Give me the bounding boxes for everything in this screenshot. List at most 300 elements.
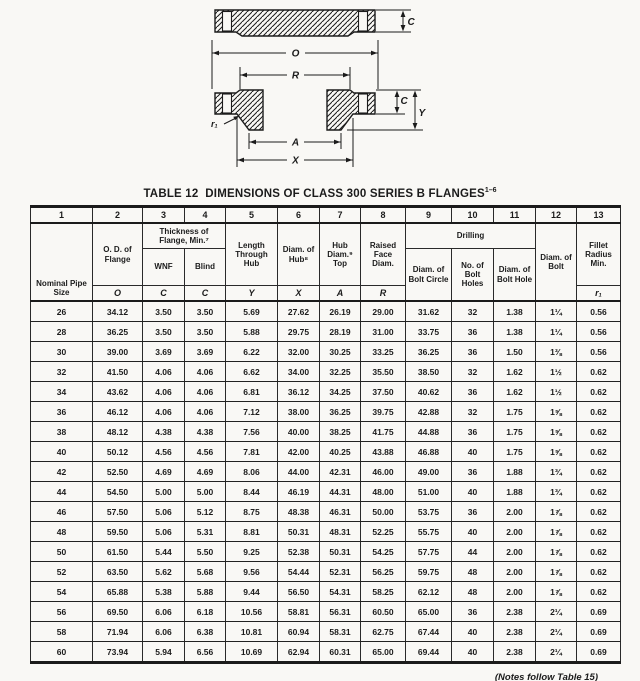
- col-number: 7: [320, 207, 361, 224]
- value-cell: 31.00: [361, 322, 406, 342]
- col-number: 5: [226, 207, 278, 224]
- dim-label-x: X: [292, 155, 299, 167]
- value-cell: 60.50: [361, 602, 406, 622]
- value-cell: 36: [452, 322, 494, 342]
- symbol-c-blind: C: [185, 286, 226, 302]
- value-cell: 1⅝: [536, 422, 577, 442]
- col-header-blind: Blind: [185, 249, 226, 286]
- value-cell: 55.75: [406, 522, 452, 542]
- value-cell: 53.75: [406, 502, 452, 522]
- col-header-wnf: WNF: [143, 249, 185, 286]
- pipe-size-cell: 34: [31, 382, 93, 402]
- column-number-row: [31, 207, 621, 224]
- value-cell: 33.75: [406, 322, 452, 342]
- dim-label-a: A: [291, 137, 300, 149]
- value-cell: 40.00: [278, 422, 320, 442]
- value-cell: 6.38: [185, 622, 226, 642]
- value-cell: 5.31: [185, 522, 226, 542]
- value-cell: 40: [452, 482, 494, 502]
- value-cell: 6.56: [185, 642, 226, 663]
- value-cell: 50.31: [320, 542, 361, 562]
- value-cell: 5.68: [185, 562, 226, 582]
- value-cell: 38.25: [320, 422, 361, 442]
- value-cell: 42.88: [406, 402, 452, 422]
- value-cell: 1.75: [494, 442, 536, 462]
- pipe-size-cell: 58: [31, 622, 93, 642]
- value-cell: 60.94: [278, 622, 320, 642]
- value-cell: 49.00: [406, 462, 452, 482]
- value-cell: 9.25: [226, 542, 278, 562]
- value-cell: 9.44: [226, 582, 278, 602]
- value-cell: 5.88: [185, 582, 226, 602]
- table-row: [31, 622, 621, 642]
- table-row: [31, 322, 621, 342]
- value-cell: 7.12: [226, 402, 278, 422]
- table-body: [31, 301, 621, 663]
- value-cell: 0.62: [577, 442, 621, 462]
- value-cell: 2.38: [494, 642, 536, 663]
- value-cell: 30.25: [320, 342, 361, 362]
- table-row: [31, 422, 621, 442]
- value-cell: 5.94: [143, 642, 185, 663]
- value-cell: 2.00: [494, 562, 536, 582]
- pipe-size-cell: 48: [31, 522, 93, 542]
- dim-label-c-top: C: [407, 17, 415, 28]
- bolt-hole-right: [359, 94, 368, 113]
- value-cell: 1.88: [494, 482, 536, 502]
- value-cell: 0.69: [577, 602, 621, 622]
- value-cell: 65.00: [406, 602, 452, 622]
- dim-c-top: [376, 10, 411, 32]
- value-cell: 38.50: [406, 362, 452, 382]
- value-cell: 1.75: [494, 402, 536, 422]
- value-cell: 54.44: [278, 562, 320, 582]
- value-cell: 6.62: [226, 362, 278, 382]
- value-cell: 36: [452, 382, 494, 402]
- col-header-nominal-pipe-size: Nominal Pipe Size: [31, 223, 93, 301]
- value-cell: 35.50: [361, 362, 406, 382]
- table-title-text: TABLE 12 DIMENSIONS OF CLASS 300 SERIES B FLANGES: [143, 187, 485, 200]
- value-cell: 43.62: [93, 382, 143, 402]
- value-cell: 34.12: [93, 301, 143, 322]
- table-row: [31, 382, 621, 402]
- value-cell: 5.00: [185, 482, 226, 502]
- value-cell: 61.50: [93, 542, 143, 562]
- value-cell: 3.50: [185, 301, 226, 322]
- value-cell: 44.00: [278, 462, 320, 482]
- value-cell: 7.81: [226, 442, 278, 462]
- value-cell: 1⅞: [536, 542, 577, 562]
- value-cell: 0.62: [577, 422, 621, 442]
- value-cell: 60.31: [320, 642, 361, 663]
- value-cell: 63.50: [93, 562, 143, 582]
- value-cell: 59.75: [406, 562, 452, 582]
- value-cell: 56.31: [320, 602, 361, 622]
- value-cell: 62.12: [406, 582, 452, 602]
- value-cell: 32: [452, 402, 494, 422]
- value-cell: 46.31: [320, 502, 361, 522]
- value-cell: 3.50: [185, 322, 226, 342]
- value-cell: 41.50: [93, 362, 143, 382]
- value-cell: 6.18: [185, 602, 226, 622]
- value-cell: 1.38: [494, 322, 536, 342]
- value-cell: 52.25: [361, 522, 406, 542]
- value-cell: 5.06: [143, 502, 185, 522]
- value-cell: 10.69: [226, 642, 278, 663]
- value-cell: 50.12: [93, 442, 143, 462]
- value-cell: 32.00: [278, 342, 320, 362]
- table-row: [31, 362, 621, 382]
- table-row: [31, 342, 621, 362]
- table-row: [31, 462, 621, 482]
- value-cell: 48.12: [93, 422, 143, 442]
- value-cell: 36.25: [320, 402, 361, 422]
- value-cell: 4.06: [185, 362, 226, 382]
- pipe-size-cell: 44: [31, 482, 93, 502]
- value-cell: 0.56: [577, 301, 621, 322]
- col-number: 8: [361, 207, 406, 224]
- col-number: 3: [143, 207, 185, 224]
- value-cell: 62.94: [278, 642, 320, 663]
- value-cell: 1¾: [536, 462, 577, 482]
- value-cell: 52.50: [93, 462, 143, 482]
- value-cell: 41.75: [361, 422, 406, 442]
- flange-diagram: [197, 2, 447, 184]
- value-cell: 6.06: [143, 622, 185, 642]
- value-cell: 62.75: [361, 622, 406, 642]
- value-cell: 69.50: [93, 602, 143, 622]
- pipe-size-cell: 50: [31, 542, 93, 562]
- pipe-size-cell: 40: [31, 442, 93, 462]
- pipe-size-cell: 54: [31, 582, 93, 602]
- value-cell: 1⅜: [536, 342, 577, 362]
- value-cell: 36: [452, 462, 494, 482]
- value-cell: 4.56: [143, 442, 185, 462]
- value-cell: 4.56: [185, 442, 226, 462]
- value-cell: 71.94: [93, 622, 143, 642]
- value-cell: 8.81: [226, 522, 278, 542]
- value-cell: 4.69: [143, 462, 185, 482]
- value-cell: 54.31: [320, 582, 361, 602]
- value-cell: 4.38: [185, 422, 226, 442]
- value-cell: 1⅝: [536, 402, 577, 422]
- value-cell: 29.00: [361, 301, 406, 322]
- value-cell: 58.25: [361, 582, 406, 602]
- table-container: [30, 205, 621, 664]
- value-cell: 46.19: [278, 482, 320, 502]
- value-cell: 9.56: [226, 562, 278, 582]
- value-cell: 5.50: [185, 542, 226, 562]
- col-header-bolt-holes: No. of Bolt Holes: [452, 249, 494, 302]
- value-cell: 57.50: [93, 502, 143, 522]
- value-cell: 0.62: [577, 382, 621, 402]
- hub-flange-section: [215, 90, 375, 130]
- bolt-hole-right: [359, 12, 368, 32]
- col-header-diam-of-bolt: Diam. of Bolt: [536, 223, 577, 301]
- pipe-size-cell: 26: [31, 301, 93, 322]
- pipe-size-cell: 38: [31, 422, 93, 442]
- value-cell: 6.06: [143, 602, 185, 622]
- table-row: [31, 562, 621, 582]
- value-cell: 54.50: [93, 482, 143, 502]
- value-cell: 1.50: [494, 342, 536, 362]
- value-cell: 5.00: [143, 482, 185, 502]
- value-cell: 1½: [536, 382, 577, 402]
- col-header-thickness-group: Thickness of Flange, Min.⁷: [143, 223, 226, 249]
- value-cell: 36: [452, 342, 494, 362]
- bolt-hole-left: [223, 94, 232, 113]
- value-cell: 2.00: [494, 502, 536, 522]
- value-cell: 7.56: [226, 422, 278, 442]
- value-cell: 52.31: [320, 562, 361, 582]
- value-cell: 1½: [536, 362, 577, 382]
- col-number: 10: [452, 207, 494, 224]
- symbol-c-wnf: C: [143, 286, 185, 302]
- value-cell: 57.75: [406, 542, 452, 562]
- pipe-size-cell: 32: [31, 362, 93, 382]
- value-cell: 27.62: [278, 301, 320, 322]
- value-cell: 1⅞: [536, 582, 577, 602]
- table-header: [31, 207, 621, 302]
- value-cell: 28.19: [320, 322, 361, 342]
- value-cell: 32.25: [320, 362, 361, 382]
- value-cell: 0.56: [577, 342, 621, 362]
- value-cell: 34.25: [320, 382, 361, 402]
- value-cell: 10.56: [226, 602, 278, 622]
- value-cell: 3.69: [143, 342, 185, 362]
- value-cell: 39.00: [93, 342, 143, 362]
- value-cell: 6.81: [226, 382, 278, 402]
- value-cell: 44.31: [320, 482, 361, 502]
- value-cell: 46.88: [406, 442, 452, 462]
- pipe-size-cell: 36: [31, 402, 93, 422]
- header-row-labels: [31, 223, 621, 249]
- blind-flange-section: [215, 10, 375, 36]
- value-cell: 0.62: [577, 522, 621, 542]
- value-cell: 3.50: [143, 322, 185, 342]
- pipe-size-cell: 28: [31, 322, 93, 342]
- value-cell: 1⅞: [536, 562, 577, 582]
- value-cell: 4.06: [143, 382, 185, 402]
- pipe-size-cell: 60: [31, 642, 93, 663]
- symbol-y: Y: [226, 286, 278, 302]
- value-cell: 5.88: [226, 322, 278, 342]
- value-cell: 5.62: [143, 562, 185, 582]
- value-cell: 59.50: [93, 522, 143, 542]
- value-cell: 1.38: [494, 301, 536, 322]
- value-cell: 0.69: [577, 622, 621, 642]
- value-cell: 26.19: [320, 301, 361, 322]
- value-cell: 73.94: [93, 642, 143, 663]
- value-cell: 4.06: [185, 382, 226, 402]
- table-row: [31, 602, 621, 622]
- dim-label-r1: r₁: [211, 119, 218, 129]
- value-cell: 1⅝: [536, 442, 577, 462]
- value-cell: 40.25: [320, 442, 361, 462]
- value-cell: 36: [452, 602, 494, 622]
- value-cell: 8.44: [226, 482, 278, 502]
- value-cell: 0.62: [577, 402, 621, 422]
- table-row: [31, 442, 621, 462]
- table-row: [31, 582, 621, 602]
- value-cell: 39.75: [361, 402, 406, 422]
- table-row: [31, 542, 621, 562]
- value-cell: 42.31: [320, 462, 361, 482]
- value-cell: 1⅞: [536, 522, 577, 542]
- value-cell: 2.38: [494, 602, 536, 622]
- value-cell: 3.69: [185, 342, 226, 362]
- value-cell: 1.62: [494, 382, 536, 402]
- value-cell: 1⅞: [536, 502, 577, 522]
- col-number: 4: [185, 207, 226, 224]
- value-cell: 40: [452, 522, 494, 542]
- value-cell: 5.69: [226, 301, 278, 322]
- value-cell: 4.69: [185, 462, 226, 482]
- value-cell: 0.62: [577, 482, 621, 502]
- value-cell: 40: [452, 642, 494, 663]
- dim-o: [212, 40, 378, 89]
- value-cell: 40: [452, 442, 494, 462]
- value-cell: 2.00: [494, 522, 536, 542]
- pipe-size-cell: 46: [31, 502, 93, 522]
- value-cell: 37.50: [361, 382, 406, 402]
- value-cell: 1¾: [536, 482, 577, 502]
- table-row: [31, 482, 621, 502]
- col-header-diam-of-hub: Diam. of Hub⁸: [278, 223, 320, 286]
- value-cell: 50.00: [361, 502, 406, 522]
- value-cell: 4.06: [143, 402, 185, 422]
- col-header-fillet-radius: Fillet Radius Min.: [577, 223, 621, 286]
- value-cell: 5.12: [185, 502, 226, 522]
- value-cell: 10.81: [226, 622, 278, 642]
- value-cell: 36.25: [406, 342, 452, 362]
- pipe-size-cell: 30: [31, 342, 93, 362]
- col-number: 6: [278, 207, 320, 224]
- dim-label-r: R: [291, 70, 300, 82]
- value-cell: 32: [452, 362, 494, 382]
- col-header-bolt-circle: Diam. of Bolt Circle: [406, 249, 452, 302]
- value-cell: 67.44: [406, 622, 452, 642]
- symbol-a: A: [320, 286, 361, 302]
- value-cell: 69.44: [406, 642, 452, 663]
- symbol-o: O: [93, 286, 143, 302]
- value-cell: 48.38: [278, 502, 320, 522]
- table-row: [31, 502, 621, 522]
- col-header-drilling-group: Drilling: [406, 223, 536, 249]
- value-cell: 0.56: [577, 322, 621, 342]
- value-cell: 44.88: [406, 422, 452, 442]
- value-cell: 33.25: [361, 342, 406, 362]
- value-cell: 50.31: [278, 522, 320, 542]
- value-cell: 2.38: [494, 622, 536, 642]
- bolt-hole-left: [223, 12, 232, 32]
- value-cell: 54.25: [361, 542, 406, 562]
- col-header-length-through-hub: Length Through Hub: [226, 223, 278, 286]
- pipe-size-cell: 42: [31, 462, 93, 482]
- value-cell: 65.88: [93, 582, 143, 602]
- value-cell: 5.44: [143, 542, 185, 562]
- value-cell: 1¼: [536, 301, 577, 322]
- value-cell: 36: [452, 422, 494, 442]
- col-number: 9: [406, 207, 452, 224]
- value-cell: 38.00: [278, 402, 320, 422]
- table-title: [0, 187, 640, 200]
- value-cell: 2.00: [494, 542, 536, 562]
- col-number: 11: [494, 207, 536, 224]
- value-cell: 42.00: [278, 442, 320, 462]
- pipe-size-cell: 56: [31, 602, 93, 622]
- value-cell: 46.00: [361, 462, 406, 482]
- value-cell: 48.00: [361, 482, 406, 502]
- value-cell: 48: [452, 582, 494, 602]
- value-cell: 56.25: [361, 562, 406, 582]
- value-cell: 2¼: [536, 602, 577, 622]
- value-cell: 0.62: [577, 462, 621, 482]
- value-cell: 2¼: [536, 622, 577, 642]
- value-cell: 4.38: [143, 422, 185, 442]
- value-cell: 1¼: [536, 322, 577, 342]
- symbol-x: X: [278, 286, 320, 302]
- value-cell: 8.75: [226, 502, 278, 522]
- col-header-od-flange: O. D. of Flange: [93, 223, 143, 286]
- value-cell: 4.06: [143, 362, 185, 382]
- value-cell: 48.31: [320, 522, 361, 542]
- dim-label-c-side: C: [400, 96, 408, 107]
- flange-dimensions-table: [30, 205, 621, 664]
- table-row: [31, 522, 621, 542]
- symbol-r: R: [361, 286, 406, 302]
- value-cell: 58.81: [278, 602, 320, 622]
- symbol-r1: r₁: [577, 286, 621, 302]
- value-cell: 3.50: [143, 301, 185, 322]
- value-cell: 34.00: [278, 362, 320, 382]
- col-number: 13: [577, 207, 621, 224]
- value-cell: 0.62: [577, 582, 621, 602]
- value-cell: 8.06: [226, 462, 278, 482]
- value-cell: 36: [452, 502, 494, 522]
- dim-label-o: O: [291, 48, 300, 60]
- value-cell: 65.00: [361, 642, 406, 663]
- col-number: 12: [536, 207, 577, 224]
- value-cell: 56.50: [278, 582, 320, 602]
- dim-label-y: Y: [418, 108, 426, 119]
- value-cell: 5.38: [143, 582, 185, 602]
- col-header-hub-diam-top: Hub Diam.⁹ Top: [320, 223, 361, 286]
- value-cell: 51.00: [406, 482, 452, 502]
- value-cell: 6.22: [226, 342, 278, 362]
- value-cell: 44: [452, 542, 494, 562]
- value-cell: 2¼: [536, 642, 577, 663]
- value-cell: 5.06: [143, 522, 185, 542]
- value-cell: 40.62: [406, 382, 452, 402]
- value-cell: 1.62: [494, 362, 536, 382]
- value-cell: 2.00: [494, 582, 536, 602]
- table-row: [31, 642, 621, 663]
- pipe-size-cell: 52: [31, 562, 93, 582]
- notes-reference: (Notes follow Table 15): [494, 672, 598, 681]
- value-cell: 32: [452, 301, 494, 322]
- value-cell: 0.62: [577, 562, 621, 582]
- value-cell: 1.88: [494, 462, 536, 482]
- value-cell: 52.38: [278, 542, 320, 562]
- col-number: 1: [31, 207, 93, 224]
- value-cell: 29.75: [278, 322, 320, 342]
- table-title-note-refs: 1–6: [484, 187, 497, 194]
- value-cell: 36.25: [93, 322, 143, 342]
- value-cell: 1.75: [494, 422, 536, 442]
- value-cell: 46.12: [93, 402, 143, 422]
- value-cell: 40: [452, 622, 494, 642]
